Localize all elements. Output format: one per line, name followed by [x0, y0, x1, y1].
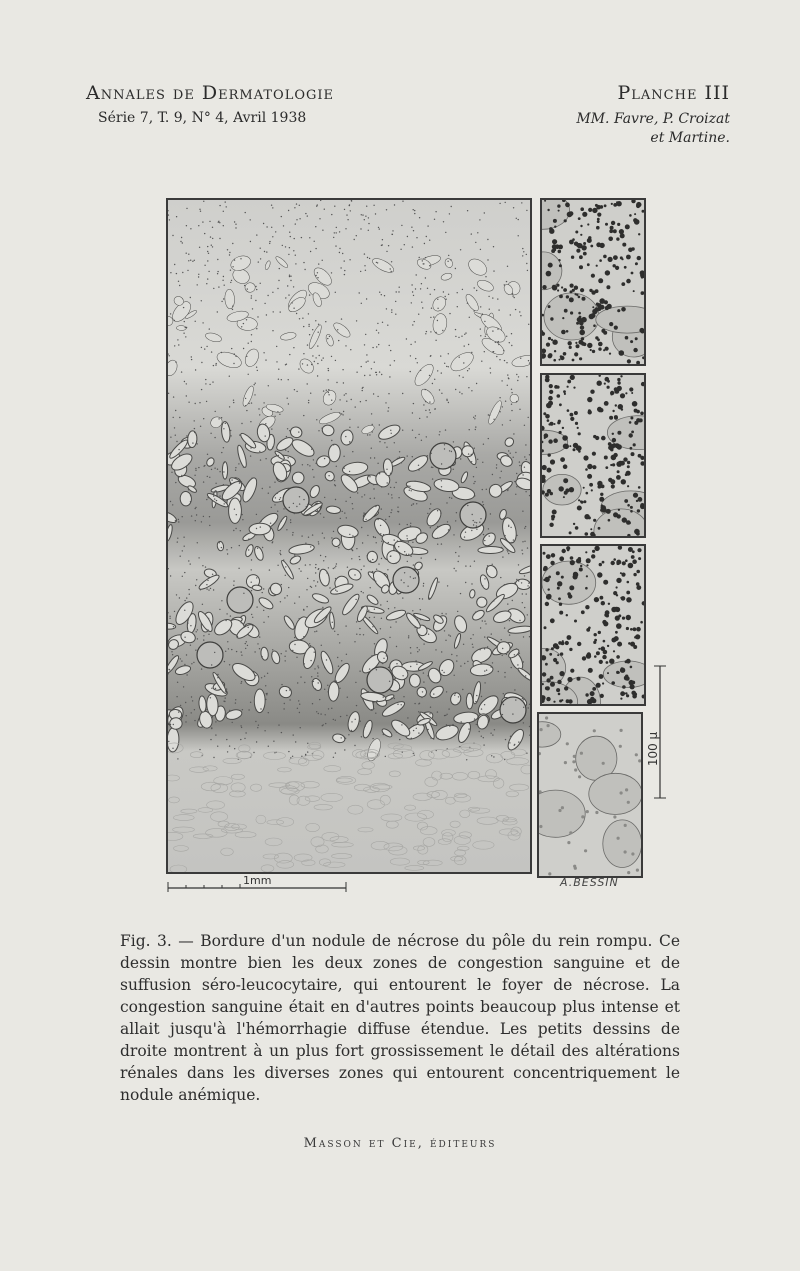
- authors: [576, 110, 730, 148]
- authors-line-2: et Martine.: [650, 130, 730, 146]
- series-info: Série 7, T. 9, N° 4, Avril 1938: [98, 110, 307, 126]
- detail-panel-1: [540, 198, 646, 366]
- header-left: [86, 82, 334, 126]
- artist-signature: A.BESSIN: [560, 876, 619, 889]
- figure-caption: Fig. 3. — Bordure d'un nodule de nécrose du pôle du rein rompu. Ce dessin montre bien les deux zones de congestion sanguine et de suffusion séro-leucocytaire, qui entourent le foyer de nécrose. La congestion sanguine était en d'autres points beaucoup plus intense et allait jusqu'à l'hémorrhagie diffuse étendue. Les petits dessins de droite montrent à un plus fort grossissement le détail des altérations rénales dans les diverses zones qui entourent concentriquement le nodule anémique.: [120, 932, 680, 1104]
- journal-title: Annales de Dermatologie: [86, 82, 335, 104]
- detail-panel-3: [540, 544, 646, 706]
- main-histology-drawing: [166, 198, 532, 874]
- detail-panel-4: [537, 712, 643, 878]
- header-right: [576, 82, 730, 148]
- scale-label-100-micron: 100 μ: [646, 731, 661, 767]
- scale-label-1mm: 1mm: [243, 874, 272, 887]
- plate-number: Planche III: [617, 82, 730, 104]
- authors-line-1: MM. Favre, P. Croizat: [576, 111, 730, 127]
- detail-panel-2: [540, 373, 646, 538]
- publisher-footer: Masson et Cie, éditeurs: [303, 1136, 497, 1151]
